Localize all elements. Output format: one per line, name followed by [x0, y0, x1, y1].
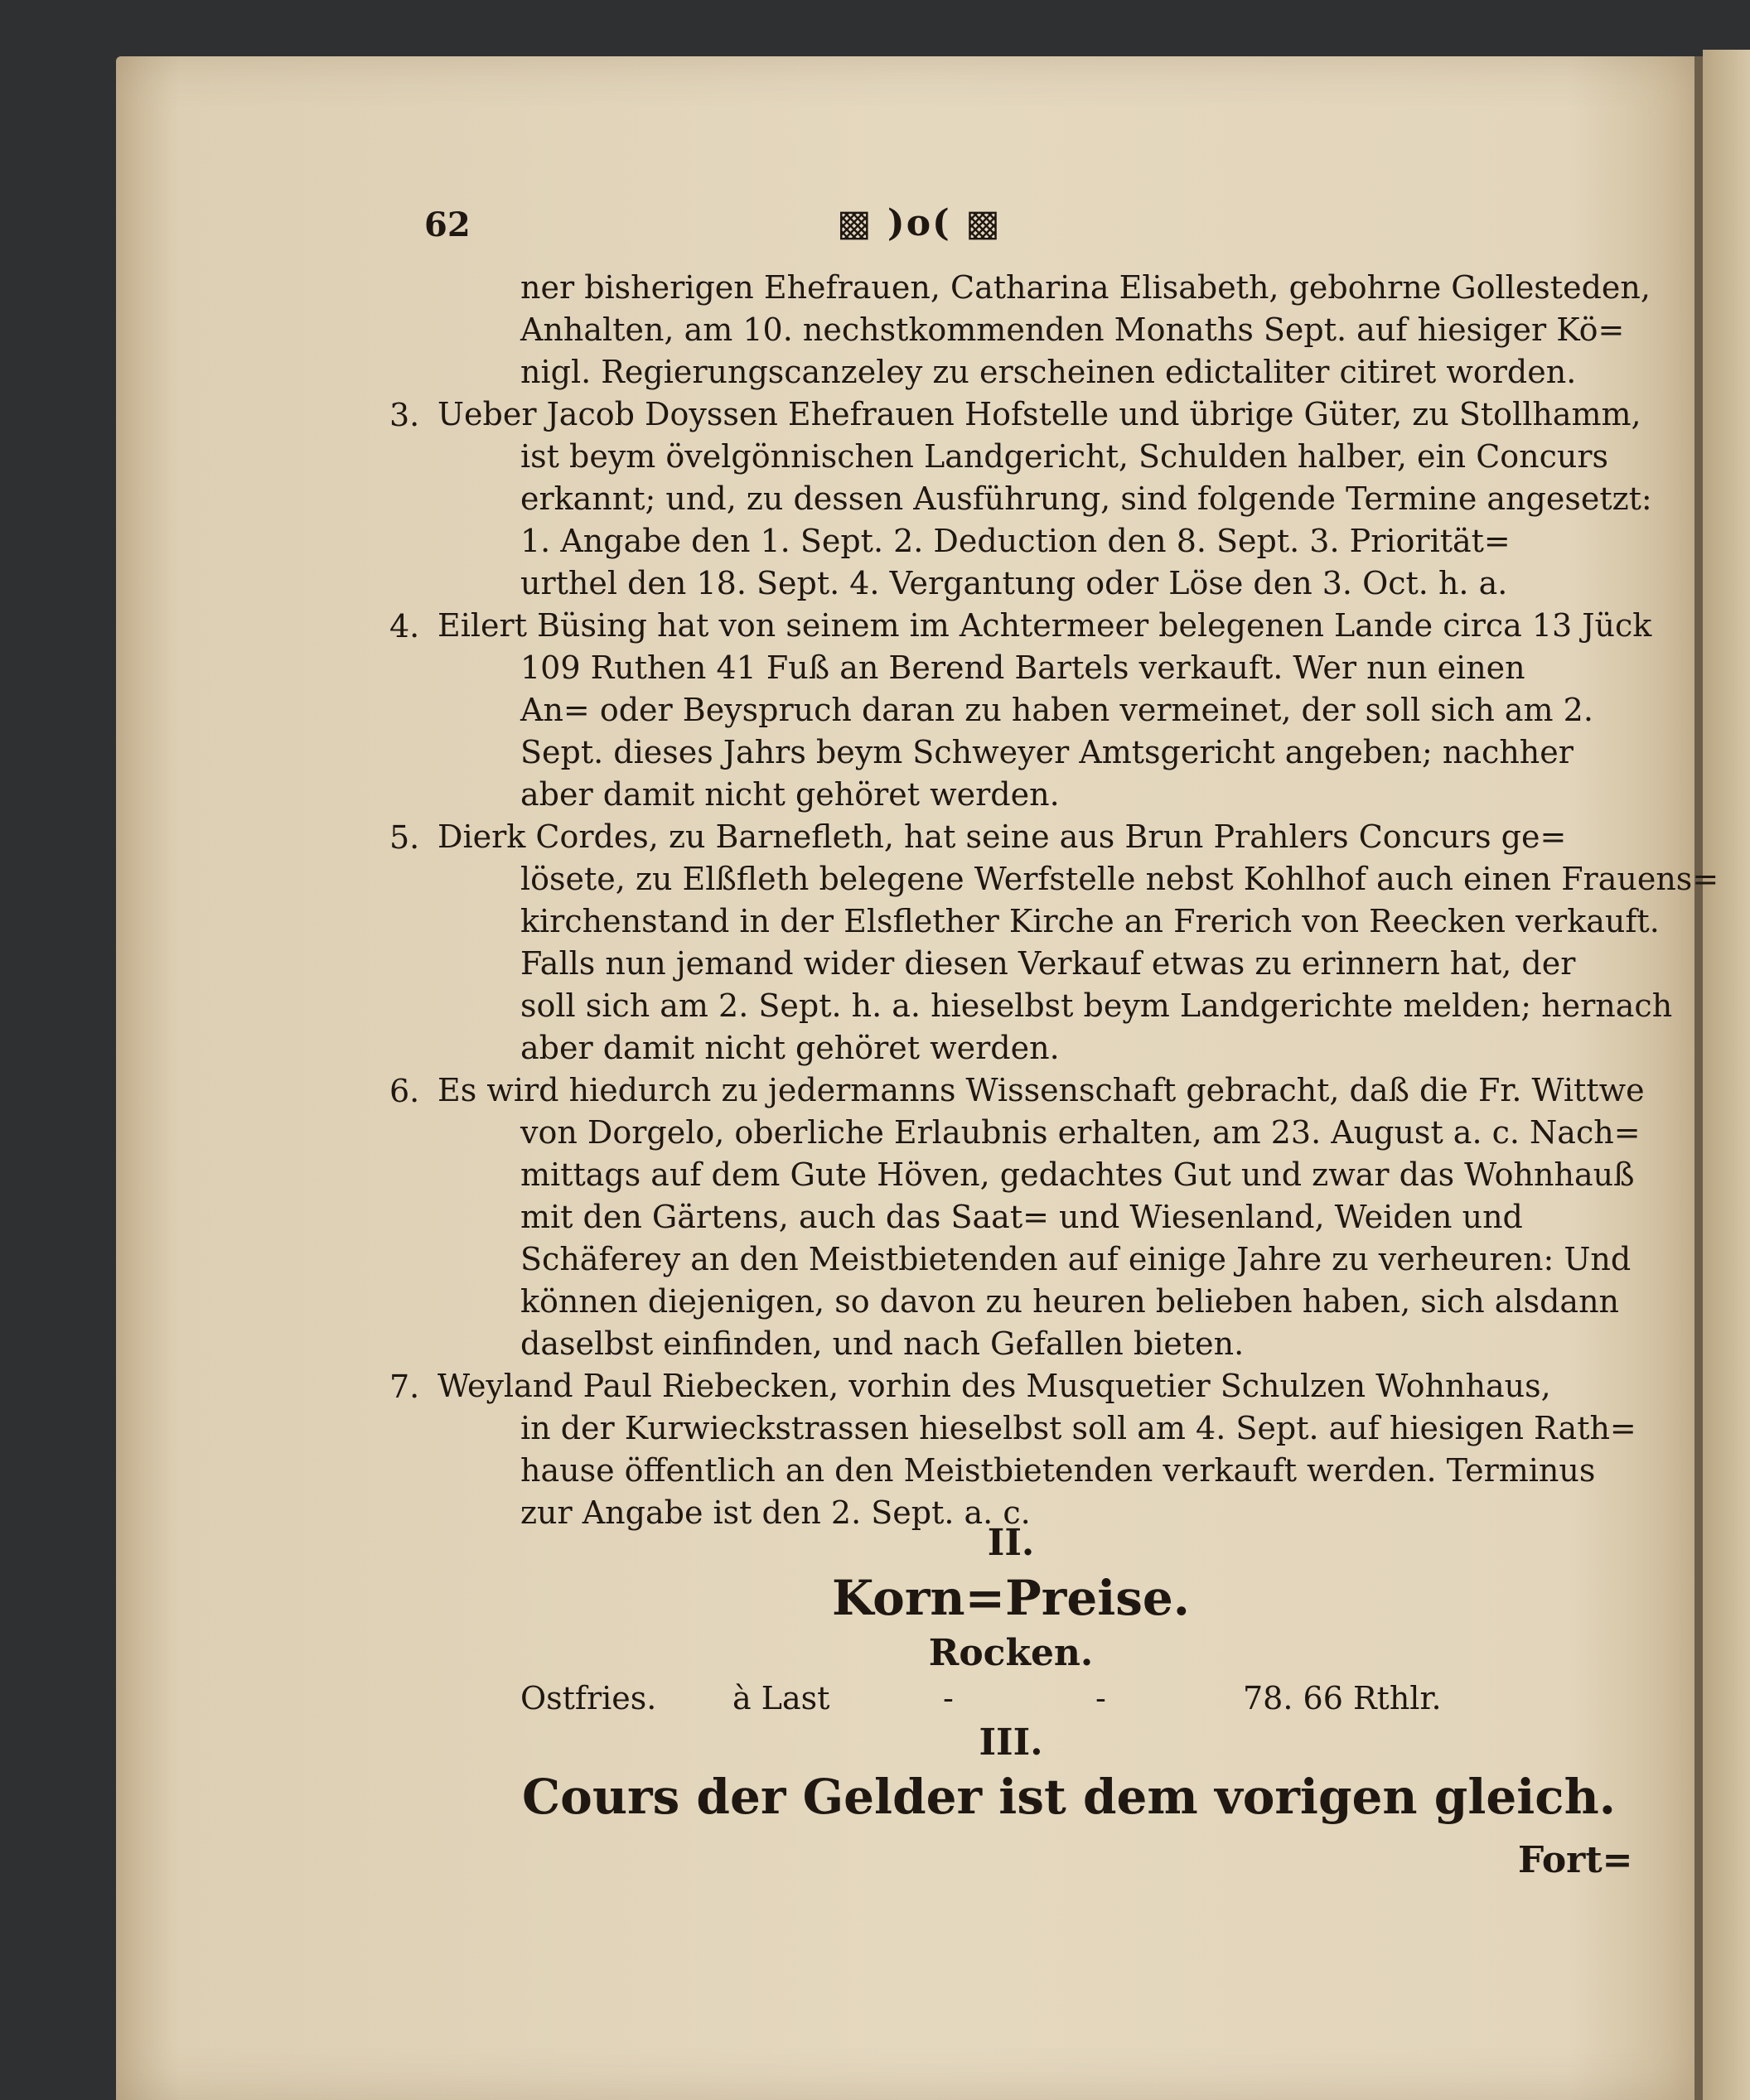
continuation-line: nigl. Regierungscanzeley zu erscheinen edictaliter citiret worden.	[520, 354, 1577, 390]
notice-line: urthel den 18. Sept. 4. Vergantung oder Löse den 3. Oct. h. a.	[520, 565, 1508, 601]
section-ii-subtitle: Rocken.	[928, 1632, 1094, 1674]
notice-line: 109 Ruthen 41 Fuß an Berend Bartels verkauft. Wer nun einen	[520, 649, 1525, 686]
notice-number: 3.	[389, 397, 420, 433]
section-ii-numeral: II.	[987, 1522, 1035, 1564]
notice-line: hause öffentlich an den Meistbietenden verkauft werden. Terminus	[520, 1452, 1596, 1489]
notice-line: 1. Angabe den 1. Sept. 2. Deduction den 8. Sept. 3. Priorität=	[520, 523, 1511, 559]
notice-line: können diejenigen, so davon zu heuren belieben haben, sich alsdann	[520, 1283, 1620, 1320]
notice-line: Es wird hiedurch zu jedermanns Wissenschaft gebracht, daß die Fr. Wittwe	[438, 1072, 1645, 1108]
price-dash-1: -	[943, 1680, 954, 1716]
notice-line: von Dorgelo, oberliche Erlaubnis erhalten, am 23. August a. c. Nach=	[520, 1114, 1641, 1151]
notice-line: daselbst einfinden, und nach Gefallen bieten.	[520, 1325, 1245, 1362]
price-dash-2: -	[1095, 1680, 1106, 1716]
notice-line: mittags auf dem Gute Höven, gedachtes Gut und zwar das Wohnhauß	[520, 1156, 1635, 1193]
notice-line: Ueber Jacob Doyssen Ehefrauen Hofstelle und übrige Güter, zu Stollhamm,	[438, 396, 1641, 432]
page-number: 62	[424, 205, 471, 244]
price-place: Ostfries.	[520, 1680, 657, 1716]
notice-line: zur Angabe ist den 2. Sept. a. c.	[520, 1494, 1031, 1531]
notice-line: mit den Gärtens, auch das Saat= und Wiesenland, Weiden und	[520, 1199, 1523, 1235]
notice-line: lösete, zu Elßfleth belegene Werfstelle nebst Kohlhof auch einen Frauens=	[520, 861, 1719, 897]
notice-line: Eilert Büsing hat von seinem im Achtermeer belegenen Lande circa 13 Jück	[438, 607, 1652, 644]
price-value: 78. 66 Rthlr.	[1243, 1680, 1442, 1716]
section-iii-title: Cours der Gelder ist dem vorigen gleich.	[522, 1769, 1616, 1825]
notice-number: 7.	[389, 1369, 420, 1405]
notice-line: Weyland Paul Riebecken, vorhin des Musquetier Schulzen Wohnhaus,	[438, 1368, 1551, 1404]
notice-line: ist beym övelgönnischen Landgericht, Schulden halber, ein Concurs	[520, 438, 1609, 475]
section-iii-numeral: III.	[979, 1721, 1043, 1764]
catchword: Fort=	[1518, 1839, 1633, 1881]
continuation-line: ner bisherigen Ehefrauen, Catharina Elisabeth, gebohrne Gollesteden,	[520, 269, 1651, 306]
page-gutter	[1694, 56, 1703, 2100]
notice-number: 6.	[389, 1073, 420, 1109]
notice-line: aber damit nicht gehöret werden.	[520, 1030, 1060, 1066]
price-unit: à Last	[732, 1680, 830, 1716]
notice-line: kirchenstand in der Elsflether Kirche an Frerich von Reecken verkauft.	[520, 903, 1660, 939]
notice-line: Falls nun jemand wider diesen Verkauf etwas zu erinnern hat, der	[520, 945, 1576, 982]
notice-line: Sept. dieses Jahrs beym Schweyer Amtsgericht angeben; nachher	[520, 734, 1574, 770]
notice-line: aber damit nicht gehöret werden.	[520, 776, 1060, 813]
continuation-line: Anhalten, am 10. nechstkommenden Monaths Sept. auf hiesiger Kö=	[520, 311, 1625, 348]
notice-line: in der Kurwieckstrassen hieselbst soll am 4. Sept. auf hiesigen Rath=	[520, 1410, 1636, 1446]
section-ii-title: Korn=Preise.	[832, 1570, 1190, 1626]
notice-line: erkannt; und, zu dessen Ausführung, sind folgende Termine angesetzt:	[520, 480, 1652, 517]
notice-line: soll sich am 2. Sept. h. a. hieselbst beym Landgerichte melden; hernach	[520, 987, 1673, 1024]
notice-number: 5.	[389, 819, 420, 856]
notice-line: Schäferey an den Meistbietenden auf einige Jahre zu verheuren: Und	[520, 1241, 1632, 1277]
header-ornament: ▩ )o( ▩	[837, 202, 1002, 244]
notice-number: 4.	[389, 608, 420, 644]
facing-page-edge	[1703, 50, 1750, 2100]
notice-line: Dierk Cordes, zu Barnefleth, hat seine aus Brun Prahlers Concurs ge=	[438, 818, 1567, 855]
notice-line: An= oder Beyspruch daran zu haben vermeinet, der soll sich am 2.	[520, 692, 1593, 728]
